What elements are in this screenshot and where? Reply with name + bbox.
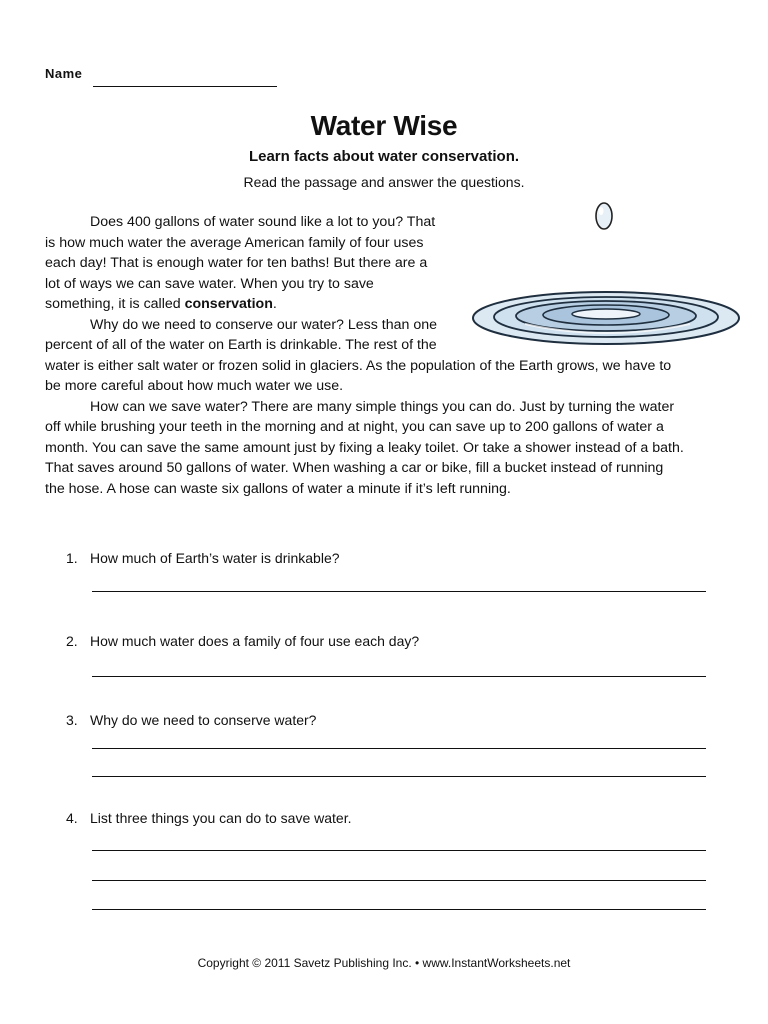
question-2: [66, 633, 419, 649]
passage-text: Why do we need to conserve our water? Less than one: [90, 316, 438, 333]
answer-line[interactable]: [92, 591, 706, 592]
passage-text: percent of all of the water on Earth is drinkable. The rest of the: [45, 337, 437, 353]
name-label: Name: [45, 66, 83, 81]
question-number: 2.: [66, 633, 78, 649]
reading-passage: [45, 212, 745, 499]
question-text: List three things you can do to save water.: [90, 810, 352, 826]
passage-text: be more careful about how much water we use.: [45, 378, 344, 394]
answer-line[interactable]: [92, 850, 706, 851]
passage-text: off while brushing your teeth in the morning and at night, you can save up to 200 gallons of water a: [45, 419, 664, 435]
question-number: 1.: [66, 550, 78, 566]
vocab-term-conservation: conservation: [184, 296, 273, 312]
passage-text: month. You can save the same amount just by fixing a leaky toilet. Or take a shower instead of a bath.: [45, 439, 684, 456]
passage-text: That saves around 50 gallons of water. When washing a car or bike, fill a bucket instead of running: [45, 460, 664, 476]
passage-text: water is either salt water or frozen solid in glaciers. As the population of the Earth grows, we have to: [45, 357, 672, 374]
question-1: [66, 550, 340, 566]
answer-line[interactable]: [92, 748, 706, 749]
passage-text: Does 400 gallons of water sound like a lot to you? That: [90, 214, 436, 230]
question-text: Why do we need to conserve water?: [90, 712, 317, 728]
answer-line[interactable]: [92, 676, 706, 677]
question-3: [66, 712, 316, 728]
question-number: 3.: [66, 712, 78, 728]
copyright-footer: Copyright © 2011 Savetz Publishing Inc. • www.InstantWorksheets.net: [197, 956, 571, 970]
answer-line[interactable]: [92, 909, 706, 910]
passage-text: each day! That is enough water for ten baths! But there are a: [45, 255, 428, 271]
question-number: 4.: [66, 810, 78, 826]
worksheet-subtitle: Learn facts about water conservation.: [248, 148, 520, 165]
passage-text: something, it is called: [45, 296, 185, 312]
worksheet-instructions: Read the passage and answer the questions.: [243, 174, 525, 190]
answer-line[interactable]: [92, 880, 706, 881]
passage-text: lot of ways we can save water. When you try to save: [45, 275, 374, 292]
question-4: [66, 810, 352, 826]
passage-text: How can we save water? There are many simple things you can do. Just by turning the water: [90, 398, 675, 415]
question-text: How much water does a family of four use each day?: [90, 633, 420, 649]
passage-text: is how much water the average American family of four uses: [45, 234, 424, 251]
question-text: How much of Earth’s water is drinkable?: [90, 550, 340, 566]
passage-text: .: [272, 296, 277, 312]
answer-line[interactable]: [92, 776, 706, 777]
passage-text: the hose. A hose can waste six gallons of water a minute if it’s left running.: [45, 480, 511, 497]
worksheet-title: Water Wise: [310, 110, 458, 141]
name-field-line[interactable]: [93, 86, 277, 87]
